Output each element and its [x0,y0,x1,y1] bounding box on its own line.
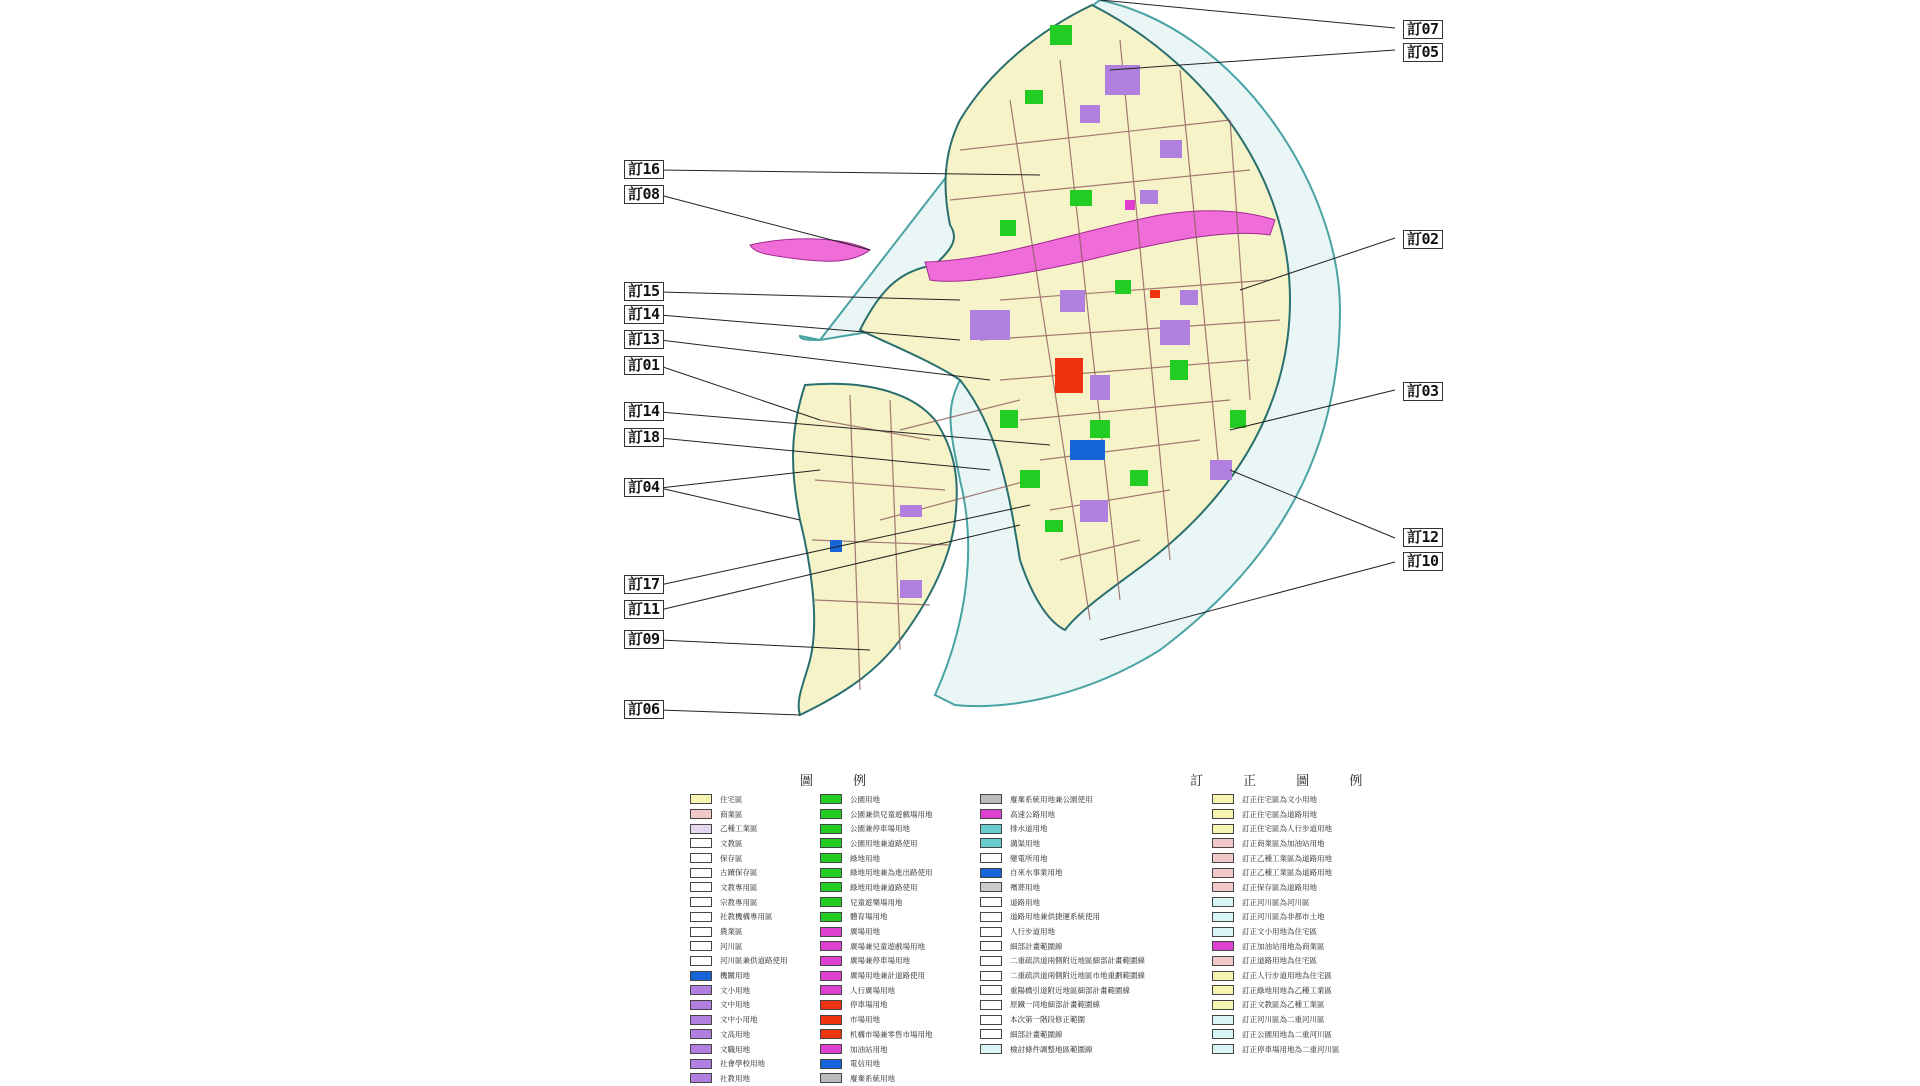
legend-item [1212,1012,1340,1027]
callout-label: 訂07 [1403,20,1443,39]
legend-swatch [1212,1029,1234,1039]
legend-swatch [1212,853,1234,863]
legend-label: 自來水事業用地 [1010,868,1063,878]
legend-swatch [980,985,1002,995]
legend-item [980,983,1145,998]
legend-label: 訂正河川區為非都市土地 [1242,912,1325,922]
legend-column-3 [980,792,1145,1056]
legend-item [820,807,933,822]
legend-label: 道路用地 [1010,897,1040,907]
legend-swatch [1212,912,1234,922]
legend-label: 原鐵一同地細部計畫範圍線 [1010,1000,1100,1010]
revision-legend-title: 訂 正 圖 例 [1190,774,1381,789]
legend-item [690,865,788,880]
legend-item [690,1071,788,1086]
callout-label: 訂13 [624,330,664,349]
legend-label: 機關用地 [720,971,750,981]
legend-swatch [690,809,712,819]
southwest-district [793,384,957,715]
callout-label: 訂08 [624,185,664,204]
legend-item [980,910,1145,925]
legend-item [980,807,1145,822]
legend-item [820,851,933,866]
callout-label: 訂04 [624,478,664,497]
legend-swatch [820,1073,842,1083]
legend-label: 加油站用地 [850,1044,888,1054]
legend-item [690,807,788,822]
legend-item [820,821,933,836]
legend-label: 變電所用地 [1010,853,1048,863]
legend-swatch [1212,1015,1234,1025]
legend-item [690,836,788,851]
legend-swatch [820,838,842,848]
legend-item [690,1042,788,1057]
legend-swatch [690,838,712,848]
legend-swatch [820,985,842,995]
legend-swatch [1212,956,1234,966]
legend-swatch [980,1000,1002,1010]
legend-swatch [820,1000,842,1010]
legend-label: 文教區 [720,838,743,848]
legend-item [820,939,933,954]
legend-label: 人行步道用地 [1010,927,1055,937]
legend-item [690,895,788,910]
legend-item [980,1012,1145,1027]
legend-item [980,924,1145,939]
legend-swatch [820,794,842,804]
legend-item [1212,836,1340,851]
legend-item [1212,807,1340,822]
legend-swatch [1212,1000,1234,1010]
legend-label: 廣場用地兼計道路使用 [850,971,925,981]
legend-item [1212,865,1340,880]
legend-item [1212,895,1340,910]
legend-label: 訂正文小用地為住宅區 [1242,927,1317,937]
legend-label: 文中用地 [720,1000,750,1010]
legend-label: 市場用地 [850,1015,880,1025]
legend-swatch [820,1015,842,1025]
legend-label: 訂正綠地用地為乙種工業區 [1242,985,1332,995]
legend-item [820,968,933,983]
legend-label: 机構市場兼零售市場用地 [850,1029,933,1039]
callout-label: 訂18 [624,428,664,447]
legend-item [1212,1042,1340,1057]
legend-label: 綠地用地兼道路使用 [850,882,918,892]
legend-label: 宗教專用區 [720,897,758,907]
legend-label: 訂正住宅區為文小用地 [1242,794,1317,804]
legend-item [820,1042,933,1057]
legend-label: 訂正道路用地為住宅區 [1242,956,1317,966]
legend-label: 二重疏洪道兩側附近地區細部計畫範圍線 [1010,956,1145,966]
legend-label: 重陽橋引道附近地區細部計畫範圍線 [1010,985,1130,995]
legend-swatch [690,1029,712,1039]
legend-label: 訂正河川區為河川區 [1242,897,1310,907]
legend-label: 訂正人行步道用地為住宅區 [1242,971,1332,981]
legend-label: 公園兼供兒童遊戲場用地 [850,809,933,819]
callout-label: 訂06 [624,700,664,719]
legend-label: 兒童遊樂場用地 [850,897,903,907]
legend-label: 社教機構專用區 [720,912,773,922]
legend-swatch [690,985,712,995]
legend-item [1212,880,1340,895]
legend-label: 人行廣場用地 [850,985,895,995]
legend-item [690,983,788,998]
legend-label: 訂正文教區為乙種工業區 [1242,1000,1325,1010]
legend-swatch [1212,824,1234,834]
legend-swatch [1212,985,1234,995]
legend-swatch [690,794,712,804]
callout-label: 訂10 [1403,552,1443,571]
legend-item [690,821,788,836]
legend-swatch [980,1044,1002,1054]
legend-swatch [980,941,1002,951]
legend-item [1212,1027,1340,1042]
legend-swatch [1212,838,1234,848]
legend-item [980,998,1145,1013]
legend-swatch [820,809,842,819]
legend-label: 高速公路用地 [1010,809,1055,819]
legend-item [690,851,788,866]
legend-label: 停車場用地 [850,1000,888,1010]
west-ramp [750,239,870,261]
legend-item [820,1012,933,1027]
legend-swatch [980,824,1002,834]
legend-swatch [690,941,712,951]
callout-label: 訂12 [1403,528,1443,547]
legend-item [1212,792,1340,807]
legend-swatch [690,912,712,922]
legend-swatch [980,1029,1002,1039]
legend-label: 訂正河川區為二重河川區 [1242,1015,1325,1025]
callout-label: 訂14 [624,402,664,421]
legend-column-4 [1212,792,1340,1056]
legend-label: 河川區 [720,941,743,951]
legend-swatch [980,809,1002,819]
legend-label: 住宅區 [720,794,743,804]
legend-swatch [820,1044,842,1054]
legend-swatch [1212,897,1234,907]
legend-label: 二重疏洪道兩側附近地區市地重劃範圍線 [1010,971,1145,981]
legend-label: 訂正住宅區為道路用地 [1242,809,1317,819]
legend-swatch [980,897,1002,907]
legend-item [820,792,933,807]
legend-label: 商業區 [720,809,743,819]
legend-item [980,1042,1145,1057]
legend-label: 電信用地 [850,1059,880,1069]
legend-label: 道路用地兼供捷運系統使用 [1010,912,1100,922]
legend-swatch [820,868,842,878]
legend-item [690,939,788,954]
legend-swatch [690,927,712,937]
legend-label: 廢棄系統用地 [850,1073,895,1083]
legend-label: 廣場兼停車場用地 [850,956,910,966]
legend-item [1212,924,1340,939]
callout-label: 訂01 [624,356,664,375]
legend-swatch [690,1044,712,1054]
legend-swatch [980,1015,1002,1025]
legend-swatch [980,912,1002,922]
legend-swatch [690,824,712,834]
legend-swatch [820,912,842,922]
legend-label: 文中小用地 [720,1015,758,1025]
legend-swatch [820,1059,842,1069]
legend-swatch [820,853,842,863]
legend-item [820,983,933,998]
legend-swatch [820,824,842,834]
legend-swatch [1212,882,1234,892]
map-legend [690,770,1430,1083]
legend-item [980,1027,1145,1042]
legend-label: 廣場兼兒童遊戲場用地 [850,941,925,951]
legend-title: 圖 例 [800,774,885,789]
legend-label: 溝渠用地 [1010,838,1040,848]
legend-swatch [820,927,842,937]
legend-swatch [1212,1044,1234,1054]
legend-swatch [690,1073,712,1083]
legend-label: 排水道用地 [1010,824,1048,834]
legend-column-1 [690,792,788,1086]
legend-item [690,954,788,969]
legend-item [980,954,1145,969]
legend-label: 古蹟保存區 [720,868,758,878]
legend-item [980,865,1145,880]
legend-swatch [820,882,842,892]
legend-item [820,880,933,895]
legend-item [980,939,1145,954]
legend-item [1212,968,1340,983]
legend-label: 保存區 [720,853,743,863]
legend-item [980,968,1145,983]
legend-label: 本次第一階段修正範圍 [1010,1015,1085,1025]
legend-label: 社會學校用地 [720,1059,765,1069]
legend-label: 細部計畫範圍線 [1010,1029,1063,1039]
legend-label: 公園兼停車場用地 [850,824,910,834]
legend-label: 文小用地 [720,985,750,995]
legend-swatch [690,956,712,966]
legend-item [820,910,933,925]
legend-label: 公園用地 [850,794,880,804]
legend-item [690,998,788,1013]
legend-label: 訂正停車場用地為二重河川區 [1242,1044,1340,1054]
legend-label: 訂正乙種工業區為道路用地 [1242,868,1332,878]
legend-item [1212,983,1340,998]
legend-label: 農業區 [720,927,743,937]
legend-label: 廢棄系統用地兼公園使用 [1010,794,1093,804]
legend-swatch [980,927,1002,937]
callout-label: 訂09 [624,630,664,649]
legend-label: 社教用地 [720,1073,750,1083]
legend-item [820,1071,933,1086]
legend-swatch [1212,971,1234,981]
callout-label: 訂11 [624,600,664,619]
legend-item [820,1027,933,1042]
callout-label: 訂03 [1403,382,1443,401]
legend-label: 訂正乙種工業區為道路用地 [1242,853,1332,863]
legend-item [820,924,933,939]
legend-item [980,821,1145,836]
legend-item [690,924,788,939]
legend-swatch [980,838,1002,848]
legend-item [1212,954,1340,969]
legend-swatch [820,971,842,981]
legend-label: 檢討條件調整地區範圍線 [1010,1044,1093,1054]
legend-item [980,880,1145,895]
legend-item [820,998,933,1013]
legend-label: 河川區兼供道路使用 [720,956,788,966]
legend-label: 文高用地 [720,1029,750,1039]
legend-swatch [690,897,712,907]
legend-item [1212,939,1340,954]
legend-swatch [690,868,712,878]
legend-item [690,1012,788,1027]
callout-label: 訂02 [1403,230,1443,249]
legend-swatch [980,956,1002,966]
legend-label: 公園用地兼道路使用 [850,838,918,848]
legend-swatch [1212,809,1234,819]
legend-item [1212,998,1340,1013]
legend-item [690,968,788,983]
legend-label: 綠地用地兼為進出路使用 [850,868,933,878]
legend-swatch [980,971,1002,981]
legend-item [1212,851,1340,866]
legend-column-2 [820,792,933,1086]
legend-item [820,836,933,851]
legend-label: 訂正公園用地為二重河川區 [1242,1029,1332,1039]
legend-item [980,836,1145,851]
legend-label: 乙種工業區 [720,824,758,834]
callout-label: 訂15 [624,282,664,301]
legend-item [820,865,933,880]
legend-swatch [690,1059,712,1069]
legend-item [690,880,788,895]
legend-label: 殯葬用地 [1010,882,1040,892]
legend-swatch [980,868,1002,878]
legend-swatch [1212,941,1234,951]
legend-swatch [1212,794,1234,804]
legend-item [690,910,788,925]
legend-label: 文職用地 [720,1044,750,1054]
legend-swatch [980,853,1002,863]
legend-swatch [1212,927,1234,937]
legend-swatch [980,794,1002,804]
legend-swatch [820,941,842,951]
legend-item [980,792,1145,807]
legend-swatch [690,971,712,981]
legend-label: 訂正保存區為道路用地 [1242,882,1317,892]
legend-label: 訂正加油站用地為商業區 [1242,941,1325,951]
legend-swatch [820,956,842,966]
legend-item [820,895,933,910]
legend-swatch [820,1029,842,1039]
legend-label: 訂正商業區為加油站用地 [1242,838,1325,848]
legend-item [690,1027,788,1042]
legend-swatch [1212,868,1234,878]
legend-label: 文教專用區 [720,882,758,892]
callout-label: 訂14 [624,305,664,324]
legend-item [820,954,933,969]
legend-swatch [690,882,712,892]
legend-item [980,895,1145,910]
legend-item [1212,821,1340,836]
legend-swatch [980,882,1002,892]
legend-label: 綠地用地 [850,853,880,863]
legend-label: 細部計畫範圍線 [1010,941,1063,951]
legend-label: 廣場用地 [850,927,880,937]
legend-item [690,792,788,807]
legend-item [820,1056,933,1071]
legend-item [980,851,1145,866]
legend-label: 訂正住宅區為人行步道用地 [1242,824,1332,834]
callout-label: 訂16 [624,160,664,179]
legend-swatch [690,1000,712,1010]
callout-label: 訂05 [1403,43,1443,62]
legend-item [690,1056,788,1071]
legend-item [1212,910,1340,925]
legend-swatch [690,853,712,863]
legend-swatch [820,897,842,907]
legend-label: 體育場用地 [850,912,888,922]
callout-label: 訂17 [624,575,664,594]
legend-swatch [690,1015,712,1025]
